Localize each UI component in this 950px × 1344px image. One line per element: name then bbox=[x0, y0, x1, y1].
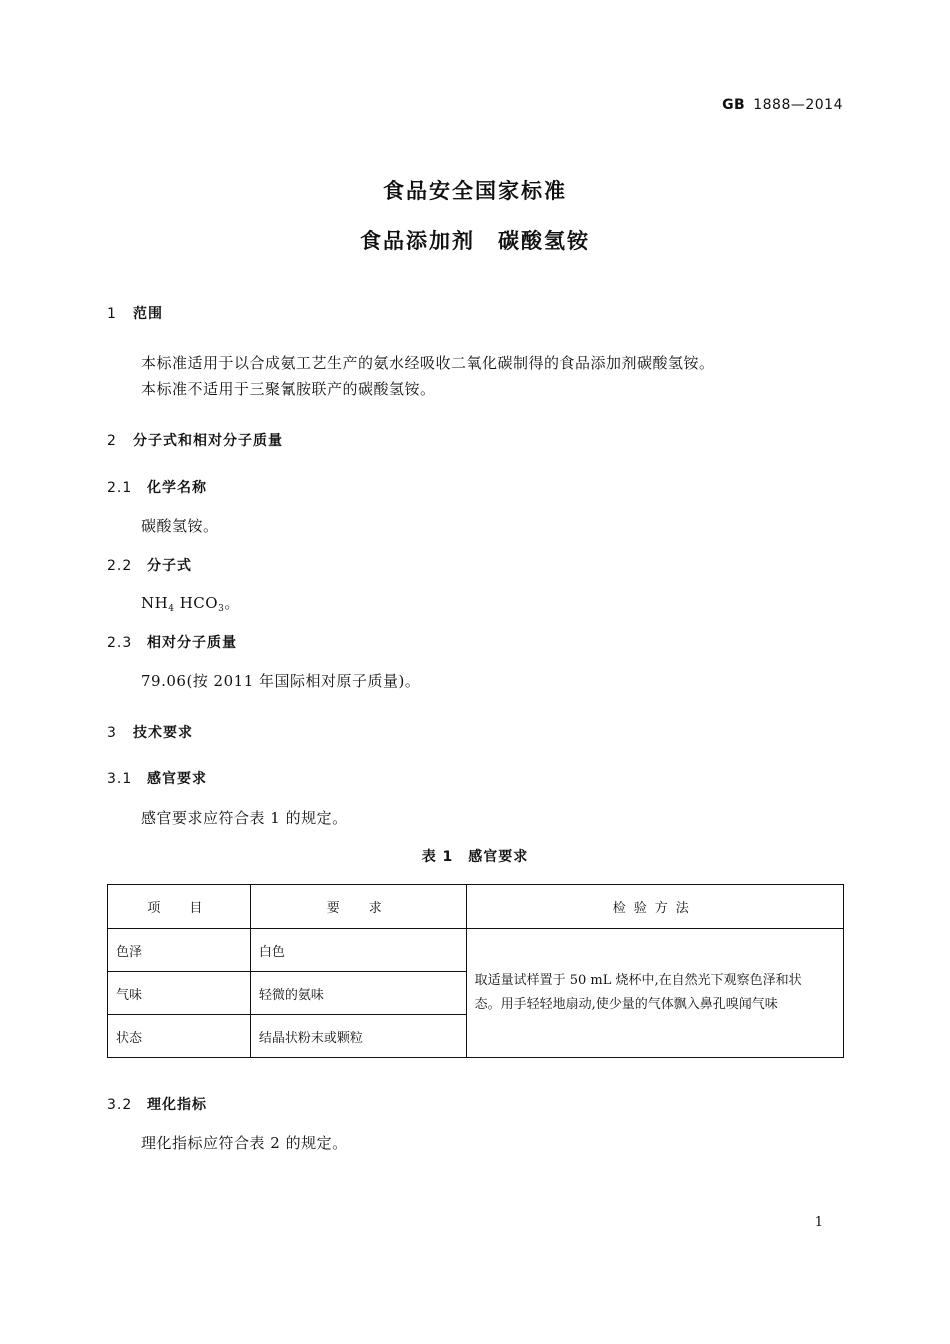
section-title: 范围 bbox=[133, 306, 163, 322]
method-line: 取适量试样置于 50 mL 烧杯中,在自然光下观察色泽和状 bbox=[474, 973, 802, 988]
formula-subscript: 3 bbox=[218, 604, 225, 614]
table-cell-method bbox=[466, 929, 843, 1058]
section-number: 2 bbox=[107, 433, 117, 449]
section-title: 分子式 bbox=[147, 558, 192, 574]
table-cell-item: 状态 bbox=[108, 1015, 251, 1058]
section-2-1-heading bbox=[107, 477, 207, 497]
section-number: 2.2 bbox=[107, 558, 133, 574]
table-row bbox=[108, 929, 844, 972]
section-title: 技术要求 bbox=[133, 725, 193, 741]
formula-part: HCO bbox=[174, 594, 219, 612]
table-cell-requirement: 结晶状粉末或颗粒 bbox=[250, 1015, 466, 1058]
section-title: 感官要求 bbox=[147, 771, 207, 787]
section-number: 1 bbox=[107, 306, 117, 322]
standard-number: 1888—2014 bbox=[753, 97, 843, 113]
section-3-1-heading bbox=[107, 768, 207, 788]
table-header-requirement: 要 求 bbox=[250, 885, 466, 929]
method-line: 态。用手轻轻地扇动,使少量的气体飘入鼻孔嗅闻气味 bbox=[474, 997, 778, 1012]
table-cell-item: 色泽 bbox=[108, 929, 251, 972]
table-cell-requirement: 白色 bbox=[250, 929, 466, 972]
section-1-paragraph-2: 本标准不适用于三聚氰胺联产的碳酸氢铵。 bbox=[141, 380, 436, 398]
section-2-3-paragraph: 79.06(按 2011 年国际相对原子质量)。 bbox=[141, 672, 421, 690]
section-3-heading bbox=[107, 722, 193, 742]
table-1-caption: 表 1 感官要求 bbox=[421, 849, 529, 865]
section-title: 相对分子质量 bbox=[147, 635, 237, 651]
section-2-heading bbox=[107, 430, 283, 450]
section-1-heading bbox=[107, 303, 163, 323]
section-number: 3 bbox=[107, 725, 117, 741]
section-2-2-heading bbox=[107, 555, 192, 575]
section-number: 2.1 bbox=[107, 480, 133, 496]
section-2-1-paragraph: 碳酸氢铵。 bbox=[141, 517, 219, 535]
main-title: 食品安全国家标准 bbox=[383, 179, 567, 203]
section-number: 3.2 bbox=[107, 1097, 133, 1113]
section-number: 2.3 bbox=[107, 635, 133, 651]
molecular-formula bbox=[141, 592, 240, 614]
page-number: 1 bbox=[814, 1215, 823, 1230]
section-3-1-paragraph: 感官要求应符合表 1 的规定。 bbox=[141, 809, 348, 827]
formula-subscript: 4 bbox=[168, 604, 175, 614]
formula-end: 。 bbox=[224, 594, 240, 612]
sub-title: 食品添加剂 碳酸氢铵 bbox=[360, 229, 590, 253]
section-title: 理化指标 bbox=[147, 1097, 207, 1113]
section-title: 分子式和相对分子质量 bbox=[133, 433, 283, 449]
formula-part: NH bbox=[141, 594, 169, 612]
standard-prefix: GB bbox=[722, 97, 746, 113]
section-1-paragraph-1: 本标准适用于以合成氨工艺生产的氨水经吸收二氧化碳制得的食品添加剂碳酸氢铵。 bbox=[141, 354, 715, 372]
section-number: 3.1 bbox=[107, 771, 133, 787]
section-3-2-paragraph: 理化指标应符合表 2 的规定。 bbox=[141, 1134, 348, 1152]
table-header-method: 检验方法 bbox=[466, 885, 843, 929]
sensory-requirements-table bbox=[107, 884, 844, 1058]
section-3-2-heading bbox=[107, 1094, 207, 1114]
section-2-3-heading bbox=[107, 632, 237, 652]
table-header-row bbox=[108, 885, 844, 929]
standard-code bbox=[722, 97, 843, 113]
table-header-item: 项 目 bbox=[108, 885, 251, 929]
table-cell-requirement: 轻微的氨味 bbox=[250, 972, 466, 1015]
table-cell-item: 气味 bbox=[108, 972, 251, 1015]
section-title: 化学名称 bbox=[147, 480, 207, 496]
